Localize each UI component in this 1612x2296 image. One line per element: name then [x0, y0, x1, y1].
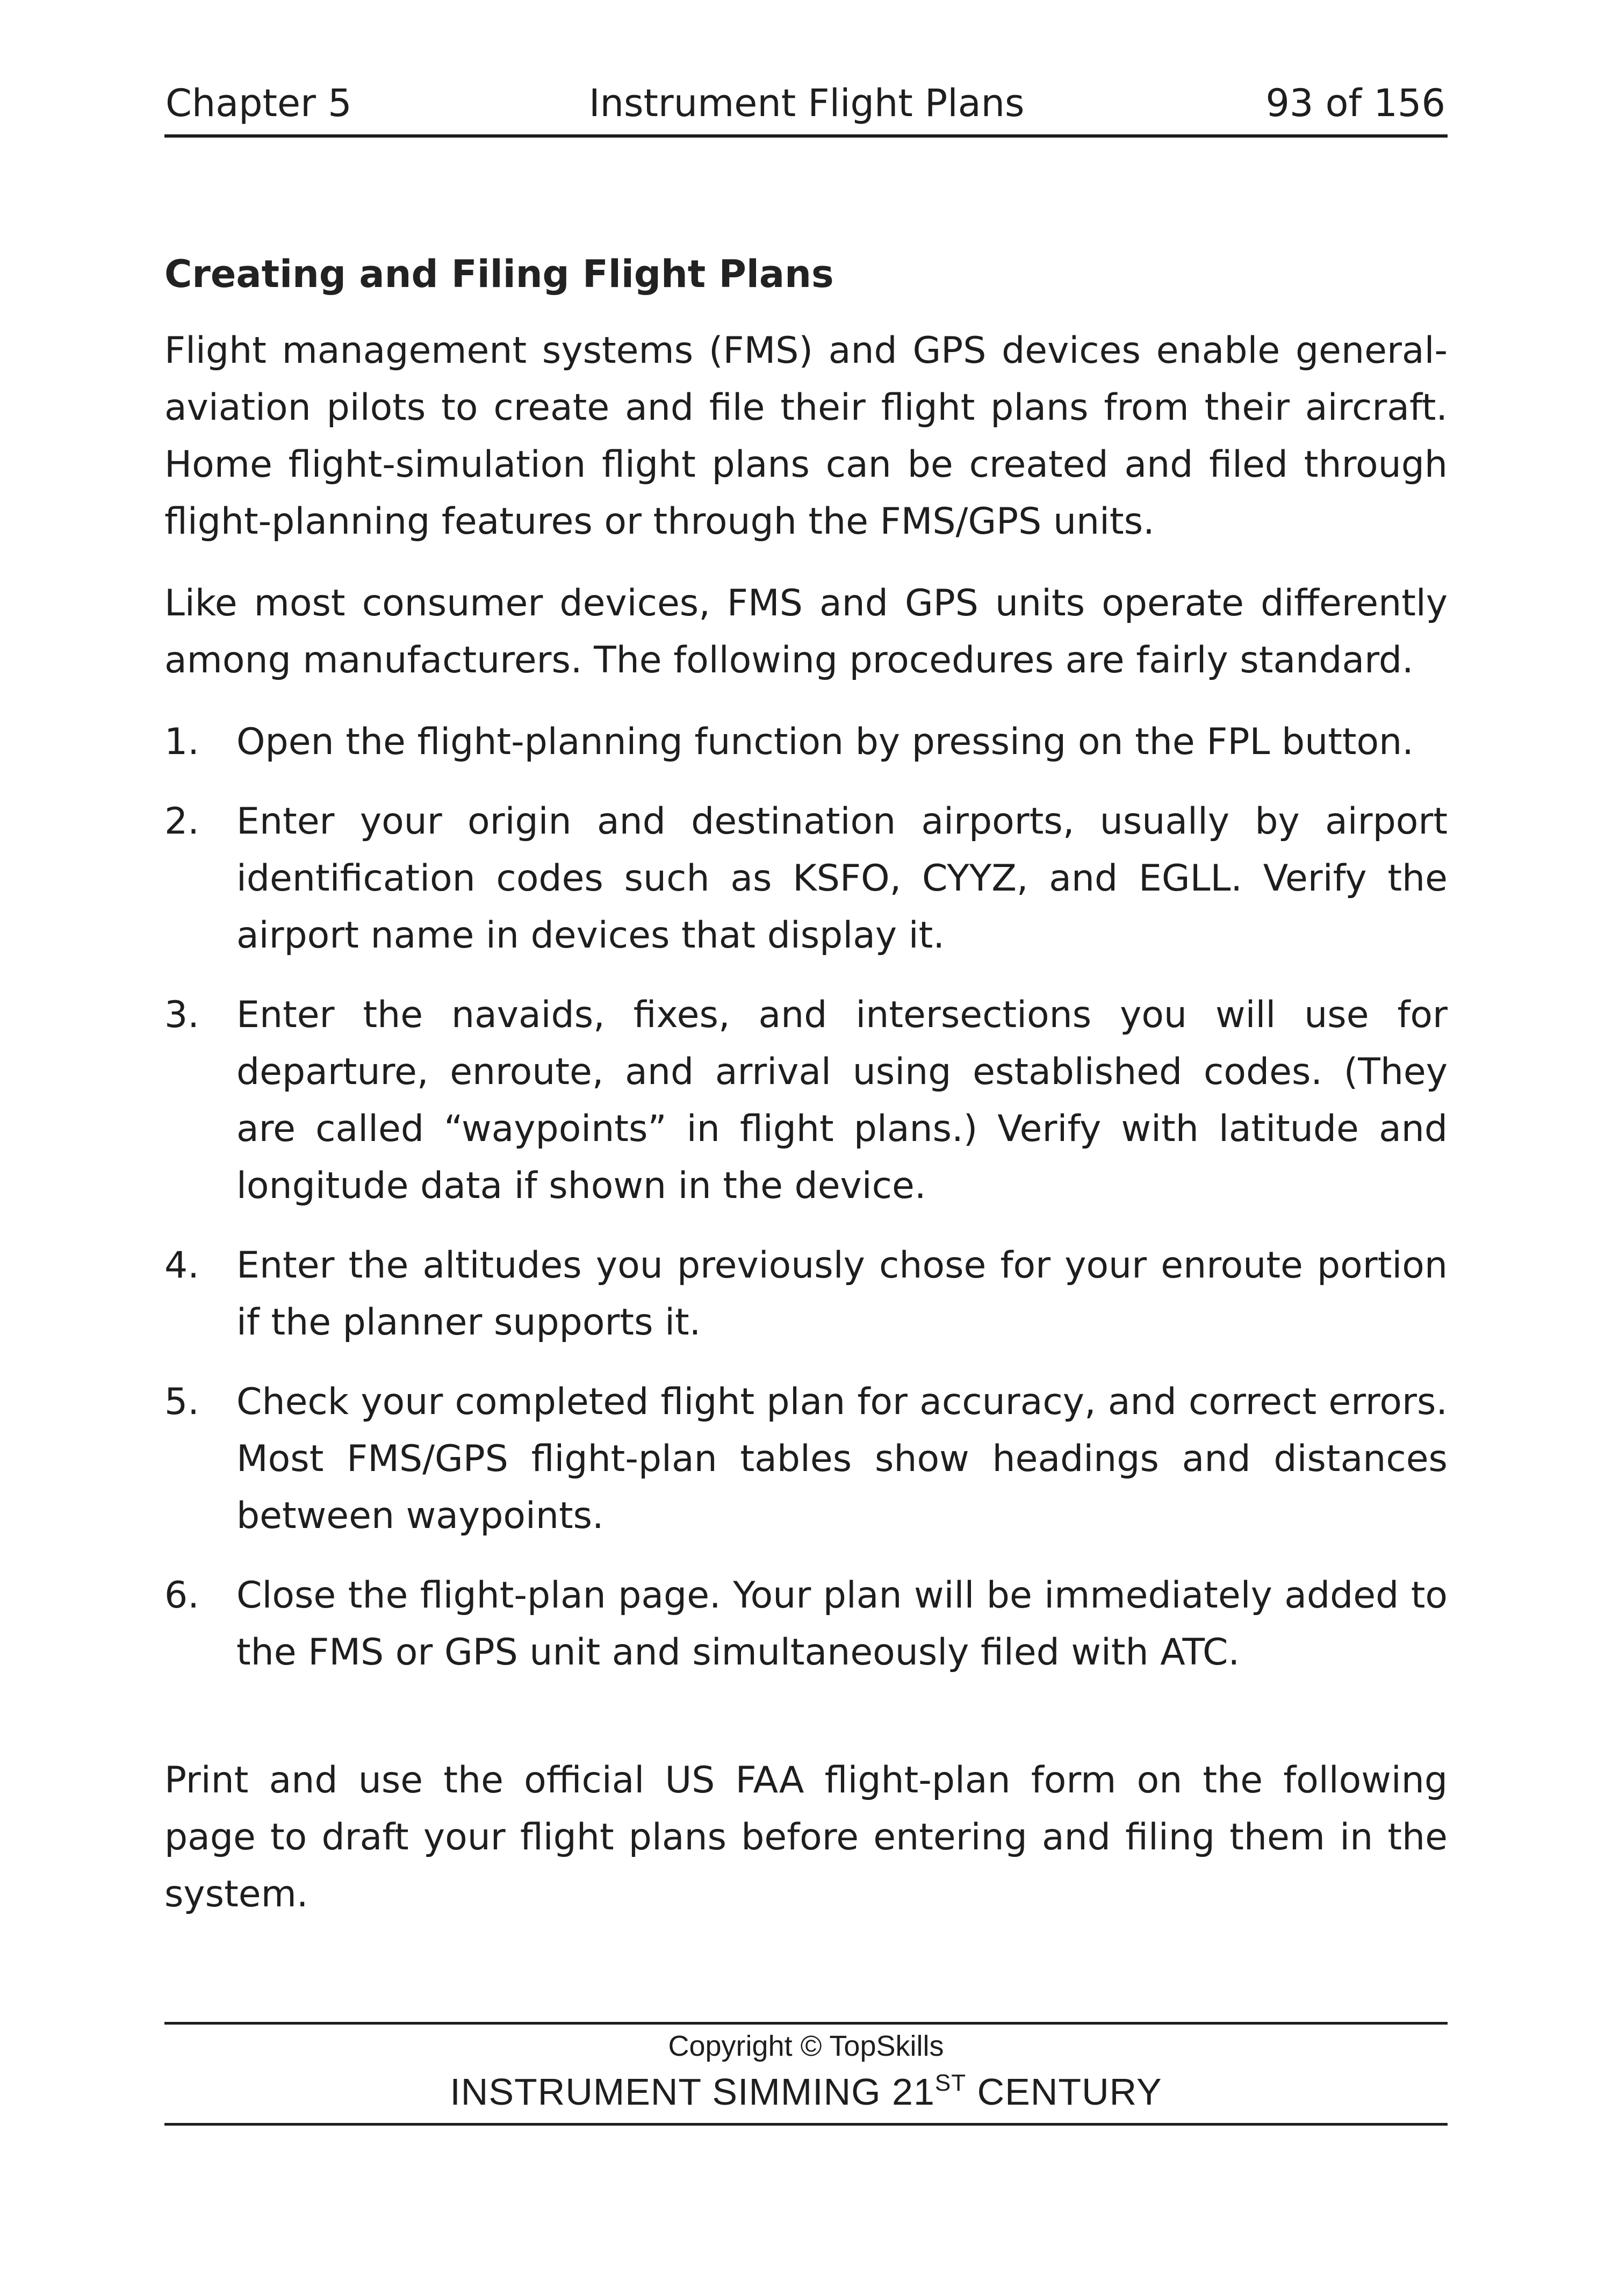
step-number: 1. — [164, 721, 199, 763]
step-number: 6. — [164, 1574, 199, 1617]
header-chapter: Chapter 5 — [165, 81, 352, 125]
step-item — [164, 714, 1448, 771]
page-footer — [164, 2029, 1448, 2116]
book-title-superscript: ST — [934, 2070, 967, 2096]
step-item — [164, 1374, 1448, 1545]
step-item — [164, 1567, 1448, 1681]
step-text: Enter the altitudes you previously chose for your enroute portion if the planner supports it. — [236, 1244, 1448, 1344]
header-title: Instrument Flight Plans — [589, 81, 1025, 125]
procedure-steps — [164, 714, 1448, 1681]
step-item — [164, 1237, 1448, 1351]
step-number: 4. — [164, 1244, 199, 1287]
step-text: Close the flight-plan page. Your plan will be immediately added to the FMS or GPS unit and simultaneously filed with ATC. — [236, 1574, 1448, 1674]
book-title-suffix: CENTURY — [966, 2071, 1162, 2113]
footer-book-title — [164, 2068, 1448, 2116]
step-text: Enter the navaids, fixes, and intersections you will use for departure, enroute, and arrival using established codes. (They are called “waypoints” in flight plans.) Verify with latitude and longitude data if shown in the device. — [236, 994, 1448, 1207]
step-number: 2. — [164, 800, 199, 843]
footer-divider-bottom — [164, 2123, 1448, 2126]
paragraph: Like most consumer devices, FMS and GPS units operate differently among manufacturers. The following procedures are fairly standard. — [164, 582, 1448, 681]
closing-paragraph: Print and use the official US FAA flight-plan form on the following page to draft your flight plans before entering and filing them in the system. — [164, 1759, 1448, 1915]
footer-divider-top — [164, 2022, 1448, 2025]
step-text: Open the flight-planning function by pressing on the FPL button. — [236, 721, 1414, 763]
page-header — [164, 75, 1448, 138]
step-text: Check your completed flight plan for accuracy, and correct errors. Most FMS/GPS flight-plan tables show headings and distances between waypoints. — [236, 1381, 1448, 1537]
step-text: Enter your origin and destination airports, usually by airport identification codes such as KSFO, CYYZ, and EGLL. Verify the airport name in devices that display it. — [236, 800, 1448, 957]
header-page-number: 93 of 156 — [1265, 81, 1445, 125]
step-item — [164, 987, 1448, 1215]
step-number: 3. — [164, 994, 199, 1036]
paragraph: Flight management systems (FMS) and GPS devices enable general-aviation pilots to create and file their flight plans from their aircraft. Home flight-simulation flight plans can be created and filed through flight-planning features or through the FMS/GPS units. — [164, 329, 1448, 543]
section-title: Creating and Filing Flight Plans — [164, 252, 834, 296]
step-number: 5. — [164, 1381, 199, 1423]
footer-copyright: Copyright © TopSkills — [668, 2030, 944, 2062]
page-content — [164, 250, 1448, 1923]
step-item — [164, 793, 1448, 964]
book-title-prefix: INSTRUMENT SIMMING 21 — [450, 2071, 935, 2113]
